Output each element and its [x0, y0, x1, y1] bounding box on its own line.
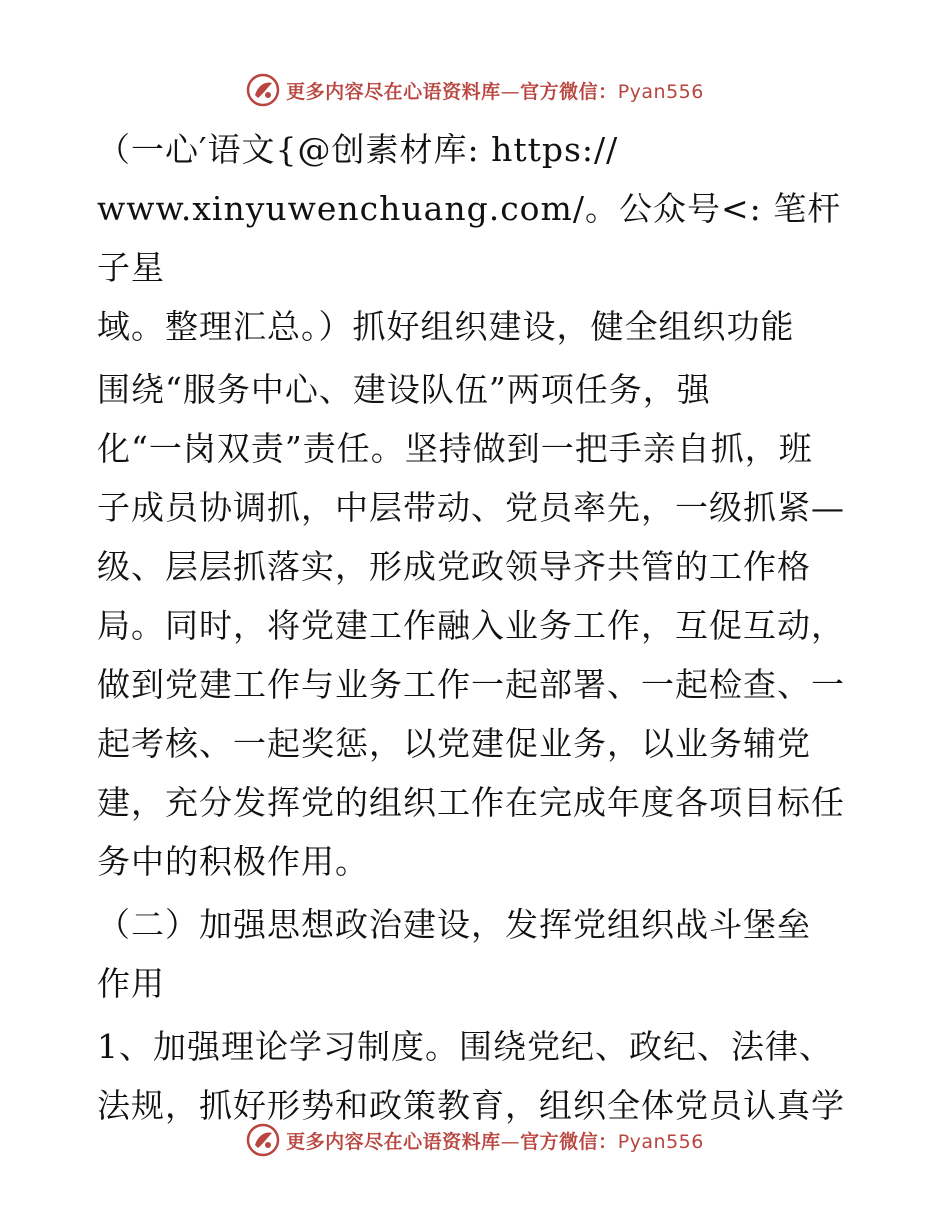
- watermark-contact-label: 官方微信：: [520, 80, 618, 103]
- flower-logo-icon: [246, 73, 280, 107]
- watermark-contact-label: 官方微信：: [520, 1130, 618, 1153]
- watermark-contact-id: Pyan556: [617, 80, 704, 103]
- watermark-text: [286, 77, 704, 104]
- footer-watermark: [246, 1123, 704, 1157]
- paragraph-source-note: （一心′语文{@创素材库: https:// www.xinyuwenchuang.com/。公众号<: 笔杆子星 域。整理汇总。）抓好组织建设，健全组织功能: [97, 130, 842, 346]
- watermark-separator: —: [500, 1130, 521, 1153]
- footer-watermark-banner: [0, 1120, 950, 1160]
- watermark-text: [286, 1127, 704, 1154]
- watermark-brand: 更多内容尽在心语资料库: [286, 80, 501, 103]
- header-watermark: [246, 73, 704, 107]
- header-watermark-banner: [0, 70, 950, 110]
- watermark-separator: —: [500, 80, 521, 103]
- document-body: [97, 120, 857, 1135]
- watermark-contact-id: Pyan556: [617, 1130, 704, 1153]
- watermark-brand: 更多内容尽在心语资料库: [286, 1130, 501, 1153]
- paragraph-theory-study: 1、加强理论学习制度。围绕党纪、政纪、法律、 法规，抓好形势和政策教育，组织全体党员认真学: [97, 1027, 845, 1125]
- flower-logo-icon: [246, 1123, 280, 1157]
- paragraph-organization-building: 围绕“服务中心、建设队伍”两项任务，强 化“一岗双责”责任。坚持做到一把手亲自抓，班 子成员协调抓，中层带动、党员率先，一级抓紧— 级、层层抓落实，形成党政领导齐共管的工作格 局。同时，将党建工作融入业务工作，互促互动， 做到党建工作与业务工作一起部署、一起检查、一 起考核、一起奖惩，以党建促业务，以业务辅党 建，充分发挥党的组织工作在完成年度各项目标任 务中的积极作用。: [97, 370, 845, 881]
- section-heading-ideological-building: （二）加强思想政治建设，发挥党组织战斗堡垒 作用: [97, 905, 811, 1003]
